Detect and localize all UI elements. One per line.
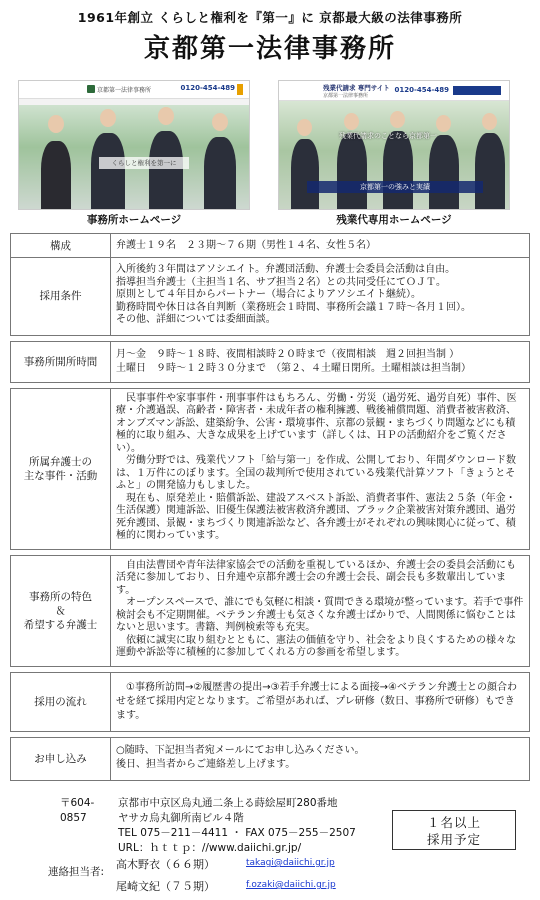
person-head — [344, 113, 359, 130]
site-title: 残業代請求 専門サイト — [323, 84, 390, 92]
row-label-flow: 採用の流れ — [11, 672, 111, 731]
tagline: 1961年創立 くらしと権利を『第一』に 京都最大級の法律事務所 — [77, 10, 463, 25]
table-row — [11, 234, 530, 258]
content-line: 弁護士１９名 ２３期～７６期（男性１４名、女性５名） — [116, 240, 376, 251]
phone-fax: TEL 075－211－4411 ・ FAX 075－255－2507 — [118, 827, 356, 839]
logo-icon — [87, 85, 95, 93]
row-content-hours — [111, 341, 530, 382]
address-line: 京都市中京区烏丸通二条上る蒔絵屋町280番地 — [118, 797, 338, 809]
person-figure — [337, 133, 367, 210]
site-strength-bar: 京都第一の強みと実績 — [307, 181, 483, 193]
person-figure — [429, 135, 459, 210]
site-header — [19, 81, 249, 99]
content-line: 月～金 ９時～１８時、夜間相談時２０時まで（夜間相談 週２回担当制 ） — [116, 348, 460, 360]
recruit-line: 採用予定 — [426, 832, 481, 847]
contact-email-link[interactable]: takagi@daiichi.gr.jp — [246, 858, 335, 868]
row-content-conditions — [111, 258, 530, 336]
person-figure — [475, 133, 505, 210]
person-figure — [383, 131, 413, 210]
recruitment-info-table — [10, 233, 530, 781]
person-head — [436, 115, 451, 132]
content-line: 後日、担当者からご連絡差し上げます。 — [116, 758, 296, 770]
table-row — [11, 672, 530, 731]
contact-email-link[interactable]: f.ozaki@daiichi.gr.jp — [246, 880, 336, 890]
person-figure — [149, 131, 183, 210]
row-label-features — [11, 555, 111, 666]
content-line: その他、詳細については委細面談。 — [116, 314, 276, 325]
content-paragraph: 現在も、原発差止・賠償訴訟、建設アスベスト訴訟、消費者事件、憲法２５条（年金・生活保護）関連訴訟、旧優生保護法被害救済弁護団、ブラック企業被害対策弁護団、過労死弁護団、景観・まちづくり関連訴訟など、各弁護士がそれぞれの興味関心に従って、積極的に関わっています。 — [116, 492, 516, 541]
row-content-application — [111, 737, 530, 780]
staff-photo — [279, 101, 509, 210]
content-paragraph: オープンスペースで、誰にでも気軽に相談・質問できる環境が整っています。若手で事件検討会も不定期開催。ベテラン弁護士も気さくな弁護士ばかりで、人間関係に悩むことはないと思います。書籍、判例検索等も充実。 — [116, 597, 524, 633]
table-row — [11, 388, 530, 549]
person-head — [482, 113, 497, 130]
table-row — [11, 341, 530, 382]
content-line: 原則として４年目からパートナー（場合によりアソシエイト継続）。 — [116, 289, 421, 300]
person-head — [390, 111, 405, 128]
row-content-activities — [111, 388, 530, 549]
row-label-composition: 構成 — [11, 234, 111, 258]
address-line: ヤサカ烏丸御所南ビル４階 — [118, 812, 244, 824]
table-row — [11, 737, 530, 780]
recruit-count-box — [392, 810, 516, 850]
site-logo-text: 京都第一法律事務所 — [97, 87, 152, 94]
person-figure — [204, 137, 236, 210]
contact-name: 尾崎文紀（７５期） — [116, 880, 215, 893]
row-label-conditions: 採用条件 — [11, 258, 111, 336]
content-paragraph: ①事務所訪問→②履歴書の提出→③若手弁護士による面接→④ベテラン弁護士との顔合わせを経て採用内定となります。ご希望があれば、プレ研修（数日、事務所で研修）もできます。 — [116, 681, 517, 721]
site-contact-button — [453, 86, 501, 95]
site-phone: 0120-454-489 — [180, 84, 235, 92]
row-label-activities — [11, 388, 111, 549]
office-homepage-screenshot[interactable] — [18, 80, 250, 210]
content-line: 入所後約３年間はアソシエイト。弁護団活動、弁護士会委員会活動は自由。 — [116, 264, 456, 275]
content-paragraph: 自由法曹団や青年法律家協会での活動を重視しているほか、弁護士会の委員会活動にも活発に参加しており、日弁連や京都弁護士会の弁護士会長、副会長も多数輩出しています。 — [116, 559, 516, 596]
office-homepage-caption: 事務所ホームページ — [86, 214, 182, 226]
table-row — [11, 555, 530, 666]
site-phone: 0120-454-489 — [394, 86, 449, 94]
label-line: ＆ — [55, 604, 66, 617]
table-row — [11, 258, 530, 336]
person-head — [297, 119, 312, 136]
label-line: 所属弁護士の — [29, 455, 92, 468]
row-content-flow — [111, 672, 530, 731]
person-head — [212, 113, 228, 131]
page-title: 京都第一法律事務所 — [143, 34, 396, 64]
overtime-homepage-caption: 残業代専用ホームページ — [336, 214, 452, 226]
person-figure — [41, 141, 71, 210]
contact-label: 連絡担当者: — [48, 866, 105, 878]
content-paragraph: 労働分野では、残業代ソフト「給与第一」を作成、公開しており、年間ダウンロード数は、１万件にのぼります。全国の裁判所で使用されている残業代計算ソフト「きょうとそふと」の開発協力もしました。 — [116, 455, 516, 491]
address — [118, 796, 408, 856]
site-banner: くらしと権利を第一に — [99, 157, 189, 169]
website-url[interactable]: URL：ｈｔｔｐ：//www.daiichi.gr.jp/ — [118, 842, 302, 854]
contact-name: 高木野衣（６６期） — [116, 858, 215, 871]
content-paragraph: 民事事件や家事事件・刑事事件はもちろん、労働・労災（過労死、過労自死）事件、医療・介護過誤、高齢者・障害者・未成年者の権利擁護、戦後補償問題、消費者被害救済、オンブズマン訴訟、建築紛争、公害・環境事件、京都の景観・まちづくり問題などにも積極的に取り組み、大きな成果を上げています（詳しくは、ＨＰの活動紹介をご覧ください）。 — [116, 392, 517, 454]
person-head — [100, 109, 116, 127]
overtime-homepage-screenshot[interactable] — [278, 80, 510, 210]
site-overlay-text: 残業代請求のことなら京都第一 — [339, 132, 437, 140]
content-line: 土曜日 ９時～１２時３０分まで （第２、４土曜日閉所。土曜相談は担当制） — [116, 362, 471, 374]
content-line: 勤務時間や休日は各自判断（業務班会１時間、事務所会議１７時～各月１回）。 — [116, 301, 471, 313]
label-line: 希望する弁護士 — [23, 618, 98, 631]
person-figure — [91, 133, 125, 210]
person-figure — [291, 139, 319, 210]
row-content-features — [111, 555, 530, 666]
recruit-line: １名以上 — [426, 815, 481, 830]
content-line: ○随時、下記担当者宛メールにてお申し込みください。 — [116, 744, 365, 756]
phone-icon — [237, 84, 243, 95]
label-line: 事務所の特色 — [29, 590, 92, 603]
site-header — [279, 81, 509, 101]
label-line: 主な事件・活動 — [23, 469, 98, 482]
person-head — [48, 115, 64, 133]
row-content-composition — [111, 234, 530, 258]
person-head — [158, 107, 174, 125]
content-paragraph: 依頼に誠実に取り組むとともに、憲法の価値を守り、社会をより良くするための様々な運動や訴訟等に積極的に参加してくれる方の参画を希望します。 — [116, 634, 516, 658]
site-subtitle: 京都第一法律事務所 — [323, 93, 369, 99]
content-line: 指導担当弁護士（主担当１名、サブ担当２名）との共同受任にてＯＪＴ。 — [116, 276, 446, 288]
row-label-hours: 事務所開所時間 — [11, 341, 111, 382]
row-label-application: お申し込み — [11, 737, 111, 780]
postal-code: 〒604-0857 — [60, 797, 95, 824]
